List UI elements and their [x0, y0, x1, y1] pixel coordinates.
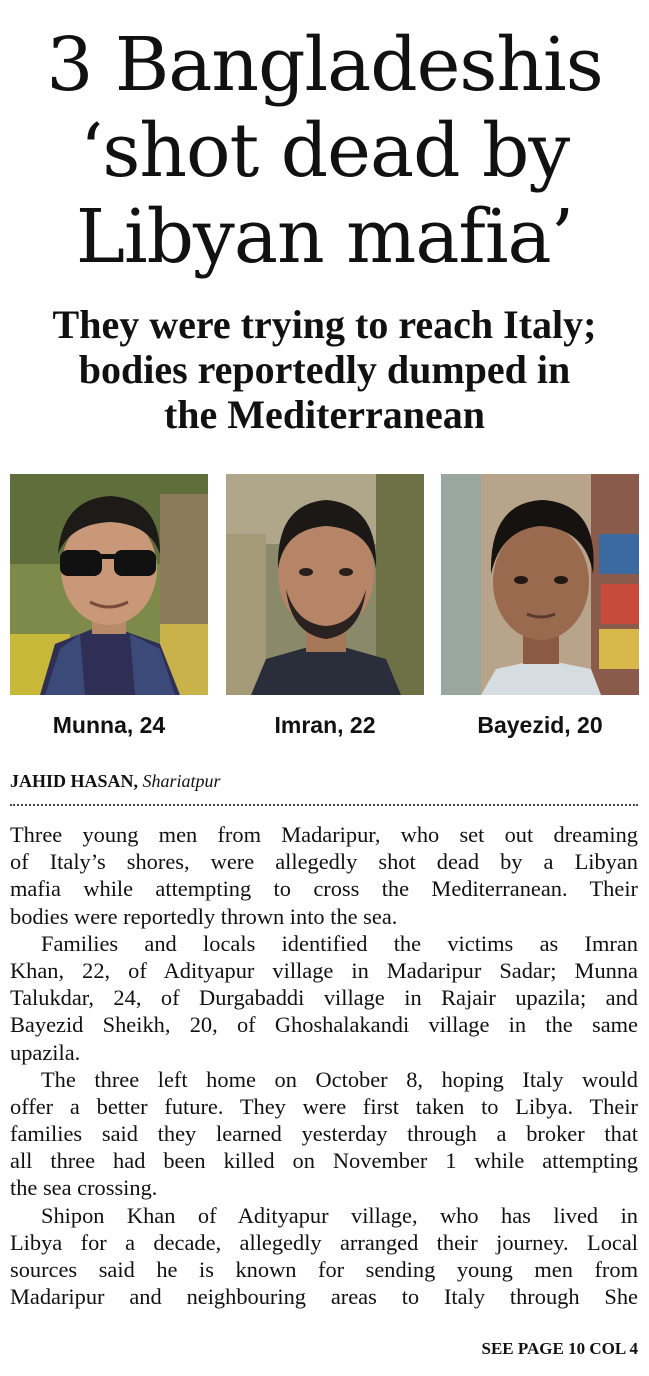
headline-line-3: Libyan mafia’ [75, 194, 574, 280]
continuation-note: SEE PAGE 10 COL 4 [481, 1339, 638, 1358]
portrait-photo-icon [226, 474, 424, 695]
body-line: upazila. [10, 1039, 81, 1065]
subheadline-line-2: bodies reportedly dumped in [78, 347, 571, 392]
body-line: Khan, 22, of Adityapur village in Madaripur Sadar; Munna [10, 957, 638, 983]
article-body [10, 821, 638, 1310]
body-line: Shipon Khan of Adityapur village, who has lived in [41, 1202, 638, 1228]
body-line: all three had been killed on November 1 while attempting [10, 1148, 638, 1174]
body-line: mafia while attempting to cross the Mediterranean. Their [10, 876, 638, 902]
dotted-divider [10, 804, 638, 806]
byline [10, 771, 221, 792]
headline-line-2: ‘shot dead by [79, 108, 570, 194]
headline [0, 22, 649, 280]
photo-caption-bayezid: Bayezid, 20 [477, 712, 603, 738]
body-line: Families and locals identified the victims as Imran [41, 930, 638, 956]
subheadline-line-3: the Mediterranean [163, 392, 485, 437]
body-line: offer a better future. They were first taken to Libya. Their [10, 1093, 638, 1119]
body-line: Madaripur and neighbouring areas to Italy through She [10, 1284, 638, 1310]
body-line: Libya for a decade, allegedly arranged their journey. Local [10, 1229, 638, 1255]
byline-location: Shariatpur [142, 771, 221, 791]
portrait-photo-icon [10, 474, 208, 695]
body-line: Talukdar, 24, of Durgabaddi village in Rajair upazila; and [10, 985, 638, 1011]
subheadline [0, 302, 649, 437]
body-line: Three young men from Madaripur, who set out dreaming [10, 822, 638, 847]
subheadline-line-1: They were trying to reach Italy; [52, 302, 597, 347]
portrait-photo-icon [441, 474, 639, 695]
body-line: sources said he is known for sending young men from [10, 1257, 638, 1282]
body-line: families said they learned yesterday through a broker that [10, 1121, 638, 1147]
photo-munna [10, 474, 208, 695]
byline-author: JAHID HASAN, [10, 771, 139, 791]
headline-line-1: 3 Bangladeshis [46, 22, 603, 108]
body-line: of Italy’s shores, were allegedly shot dead by a Libyan [10, 849, 638, 875]
photo-imran [226, 474, 424, 695]
body-line: Bayezid Sheikh, 20, of Ghoshalakandi village in the same [10, 1012, 638, 1038]
body-line: the sea crossing. [10, 1175, 158, 1201]
photo-bayezid [441, 474, 639, 695]
photo-caption-imran: Imran, 22 [274, 712, 376, 738]
photo-caption-munna: Munna, 24 [52, 712, 166, 738]
body-line: bodies were reportedly thrown into the sea. [10, 903, 398, 929]
body-line: The three left home on October 8, hoping Italy would [41, 1066, 638, 1092]
